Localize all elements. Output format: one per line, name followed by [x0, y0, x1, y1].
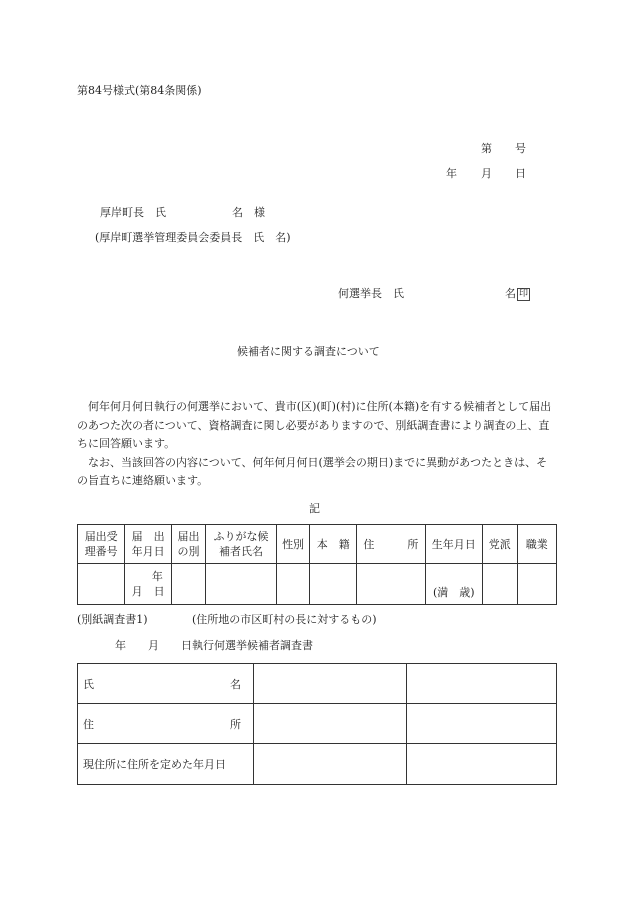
survey-label-residence-date: 現住所に住所を定めた年月日 [78, 744, 254, 785]
age-text: (満 歳) [432, 586, 475, 599]
header-party: 党派 [482, 525, 517, 564]
sender-label: 何選挙長 氏 [338, 287, 404, 300]
filing-date-year: 年 [151, 570, 163, 583]
cell-name-kana [206, 564, 276, 605]
survey-cell-name-1 [254, 664, 407, 704]
header-birth-date: 生年月日 [425, 525, 482, 564]
page-title: 候補者に関する調査について [237, 345, 380, 358]
document-number-dai: 第 [481, 142, 492, 155]
cell-filing-type [171, 564, 205, 605]
cell-filing-date [125, 564, 171, 605]
body-paragraph-1: 何年何月何日執行の何選挙において、貴市(区)(町)(村)に住所(本籍)を有する候補者として届出のあつた次の者について、資格調査に関し必要がありますので、別紙調査書により調査の上、直ちに回答願います。 [77, 400, 552, 450]
cell-birth-date [425, 564, 482, 605]
header-receipt-no: 届出受理番号 [78, 525, 125, 564]
attachment-note: (住所地の市区町村の長に対するもの) [192, 613, 377, 626]
form-number: 第84号様式(第84条関係) [77, 84, 202, 97]
header-gender: 性別 [276, 525, 310, 564]
addressee-line2: (厚岸町選挙管理委員会委員長 氏 名) [95, 231, 291, 244]
cell-receipt-no [78, 564, 125, 605]
survey-cell-name-2 [407, 664, 557, 704]
survey-row-residence-date [78, 744, 557, 785]
cell-gender [276, 564, 310, 605]
label-address-left: 住 [83, 717, 94, 731]
cell-party [482, 564, 517, 605]
attachment-label: (別紙調査書1) [77, 613, 148, 626]
cell-occupation [517, 564, 556, 605]
sender-name [505, 287, 530, 301]
label-address-right: 所 [230, 717, 241, 731]
label-name-right: 名 [230, 677, 241, 691]
attachment-title: 年 月 日執行何選挙候補者調査書 [115, 639, 313, 652]
result-table [77, 524, 557, 605]
document-number-go: 号 [515, 142, 526, 155]
cell-address [357, 564, 426, 605]
document-date-month: 月 [481, 167, 492, 180]
body-text [77, 398, 557, 491]
header-honseki: 本 籍 [310, 525, 357, 564]
label-name-left: 氏 [83, 677, 94, 691]
addressee-line1: 厚岸町長 氏 名 様 [100, 206, 265, 219]
header-name-kana: ふりがな候補者氏名 [206, 525, 276, 564]
header-filing-date: 届 出年月日 [125, 525, 171, 564]
document-date-year: 年 [446, 167, 457, 180]
document-date-day: 日 [515, 167, 526, 180]
survey-cell-residence-date-2 [407, 744, 557, 785]
survey-label-name [78, 664, 254, 704]
survey-row-address [78, 704, 557, 744]
filing-date-month-day: 月 日 [131, 585, 165, 598]
survey-cell-address-1 [254, 704, 407, 744]
survey-cell-residence-date-1 [254, 744, 407, 785]
header-filing-type: 届出の別 [171, 525, 205, 564]
cell-honseki [310, 564, 357, 605]
body-paragraph-2: なお、当該回答の内容について、何年何月何日(選挙会の期日)までに異動があつたときは、その旨直ちに連絡願います。 [77, 455, 548, 487]
header-address: 住 所 [357, 525, 426, 564]
survey-row-name [78, 664, 557, 704]
survey-cell-address-2 [407, 704, 557, 744]
ki-heading: 記 [309, 502, 320, 515]
survey-label-address [78, 704, 254, 744]
survey-table [77, 663, 557, 785]
sender-name-suffix: 名 [505, 287, 516, 300]
seal-mark: 印 [519, 289, 529, 299]
header-occupation: 職業 [517, 525, 556, 564]
